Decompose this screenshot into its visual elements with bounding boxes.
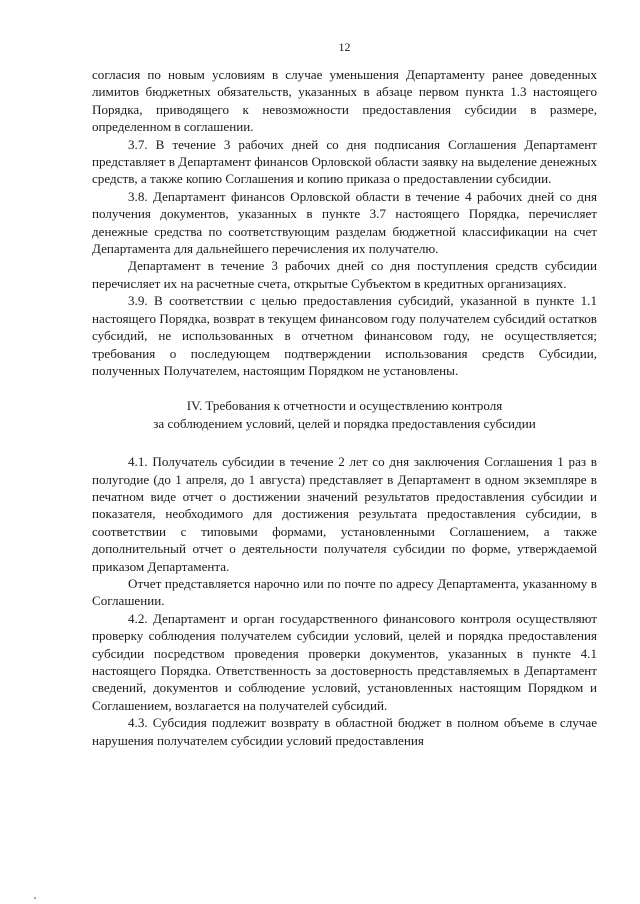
paragraph-4-2: 4.2. Департамент и орган государственного финансового контроля осуществляют проверку соблюдения получателем субсидии условий, целей и порядка предоставления субсидии посредством проведения проверки документов, указанных в пункте 4.1 настоящего Порядка. Ответственность за достоверность представляемых в Департамент сведений, документов и соблюдение условий, установленных настоящим Порядком и Соглашением, возлагается на получателей субсидий. [92,610,597,713]
section-heading-line-1: IV. Требования к отчетности и осуществлению контроля [186,398,503,414]
paragraph-4-1-delivery: Отчет представляется нарочно или по почте по адресу Департамента, указанному в Соглашении. [92,575,597,609]
paragraph-4-3: 4.3. Субсидия подлежит возврату в областной бюджет в полном объеме в случае нарушения получателем субсидии условий предоставления [92,715,597,748]
paragraph-3-9: 3.9. В соответствии с целью предоставления субсидий, указанной в пункте 1.1 настоящего Порядка, возврат в текущем финансовом году получателем субсидий остатков субсидий, не использованных в отчетном финансовом году, не осуществляется; требования о последующем подтверждении использования средств Субсидии, полученных Получателем, настоящим Порядком не установлены. [92,293,597,378]
paragraph-3-8: 3.8. Департамент финансов Орловской области в течение 4 рабочих дней со дня получения документов, указанных в пункте 3.7 настоящего Порядка, перечисляет денежные средства по соответствующим разделам бюджетной классификации на счет Департамента для дальнейшего перечисления их получателю. [92,188,597,257]
document-body [92,66,597,749]
page-number: 12 [338,40,351,54]
paragraph-continuation: согласия по новым условиям в случае уменьшения Департаменту ранее доведенных лимитов бюджетных обязательств, указанных в абзаце первом пункта 1.3 настоящего Порядка, приводящего к невозможности предоставления субсидии в размере, определенном в соглашении. [92,67,597,135]
section-heading-line-2: за соблюдением условий, целей и порядка предоставления субсидии [153,415,536,431]
paragraph-4-1: 4.1. Получатель субсидии в течение 2 лет со дня заключения Соглашения 1 раз в полугодие (до 1 апреля, до 1 августа) представляет в Департамент в одном экземпляре в печатном виде отчет о достижении значений результатов предоставления субсидии и показателя, необходимого для достижения результата предоставления субсидии, в соответствии с типовыми формами, установленными Соглашением, а также дополнительный отчет о деятельности получателя субсидии по форме, утверждаемой приказом Департамента. [92,454,597,574]
scan-speck [34,897,36,899]
paragraph-3-7: 3.7. В течение 3 рабочих дней со дня подписания Соглашения Департамент представляет в Департамент финансов Орловской области заявку на выделение денежных средств, а также копию Соглашения и копию приказа о предоставлении субсидии. [92,136,597,187]
paragraph-3-8-transfer: Департамент в течение 3 рабочих дней со дня поступления средств субсидии перечисляет их на расчетные счета, открытые Субъектом в кредитных организациях. [92,258,597,291]
section-heading [92,397,597,432]
